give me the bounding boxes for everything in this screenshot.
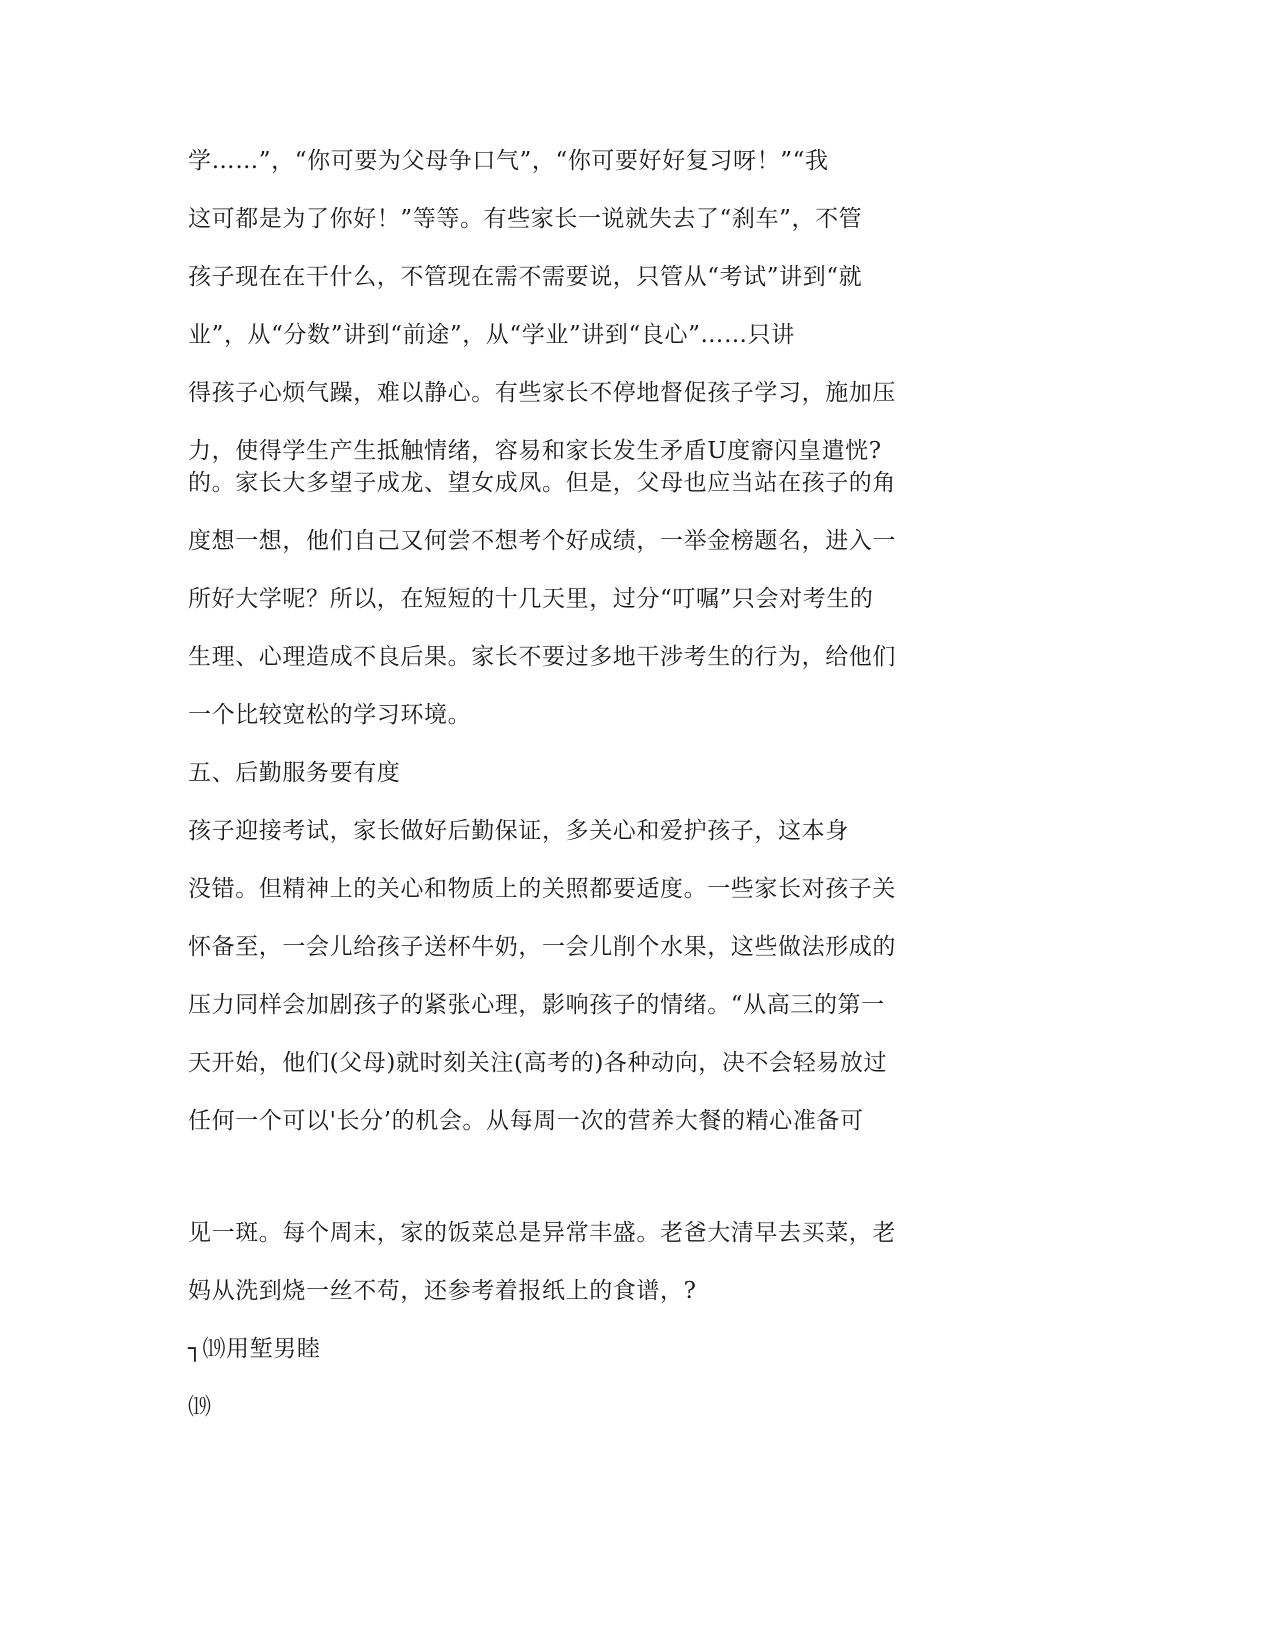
text-line: 怀备至，一会儿给孩子送杯牛奶，一会儿削个水果，这些做法形成的 bbox=[188, 934, 896, 960]
text-line: 度想一想，他们自己又何尝不想考个好成绩，一举金榜题名，进入一 bbox=[188, 528, 896, 554]
text-line: 这可都是为了你好！”等等。有些家长一说就失去了“刹车”，不管 bbox=[188, 206, 863, 232]
text-line: 业”，从“分数”讲到“前途”，从“学业”讲到“良心”……只讲 bbox=[188, 322, 795, 348]
text-line: 学……”，“你可要为父母争口气”，“你可要好好复习呀！”“我 bbox=[188, 148, 829, 174]
text-line: 压力同样会加剧孩子的紧张心理，影响孩子的情绪。“从高三的第一 bbox=[188, 992, 885, 1018]
text-line: 得孩子心烦气躁，难以静心。有些家长不停地督促孩子学习，施加压 bbox=[188, 380, 896, 406]
text-line: 任何一个可以'长分’的机会。从每周一次的营养大餐的精心准备可 bbox=[188, 1108, 864, 1134]
text-line: ┐⒆用堑男睦 bbox=[188, 1336, 321, 1362]
text-line: 妈从洗到烧一丝不苟，还参考着报纸上的食谱，? bbox=[188, 1278, 697, 1304]
text-line: ⒆ bbox=[188, 1394, 212, 1420]
text-line: 力，使得学生产生抵触情绪，容易和家长发生矛盾U度窬闪皇遣恍? bbox=[188, 438, 882, 464]
text-line: 生理、心理造成不良后果。家长不要过多地干涉考生的行为，给他们 bbox=[188, 644, 896, 670]
text-line: 所好大学呢？所以，在短短的十几天里，过分“叮嘱”只会对考生的 bbox=[188, 586, 874, 612]
section-heading: 五、后勤服务要有度 bbox=[188, 760, 401, 786]
text-line: 孩子现在在干什么，不管现在需不需要说，只管从“考试”讲到“就 bbox=[188, 264, 863, 290]
text-line: 一个比较宽松的学习环境。 bbox=[188, 702, 472, 728]
text-line: 孩子迎接考试，家长做好后勤保证，多关心和爱护孩子，这本身 bbox=[188, 818, 849, 844]
text-line: 天开始，他们(父母)就时刻关注(高考的)各种动向，决不会轻易放过 bbox=[188, 1050, 888, 1076]
text-line: 的。家长大多望子成龙、望女成凤。但是，父母也应当站在孩子的角 bbox=[188, 470, 896, 496]
text-line: 见一斑。每个周末，家的饭菜总是异常丰盛。老爸大清早去买菜，老 bbox=[188, 1220, 896, 1246]
text-line: 没错。但精神上的关心和物质上的关照都要适度。一些家长对孩子关 bbox=[188, 876, 896, 902]
